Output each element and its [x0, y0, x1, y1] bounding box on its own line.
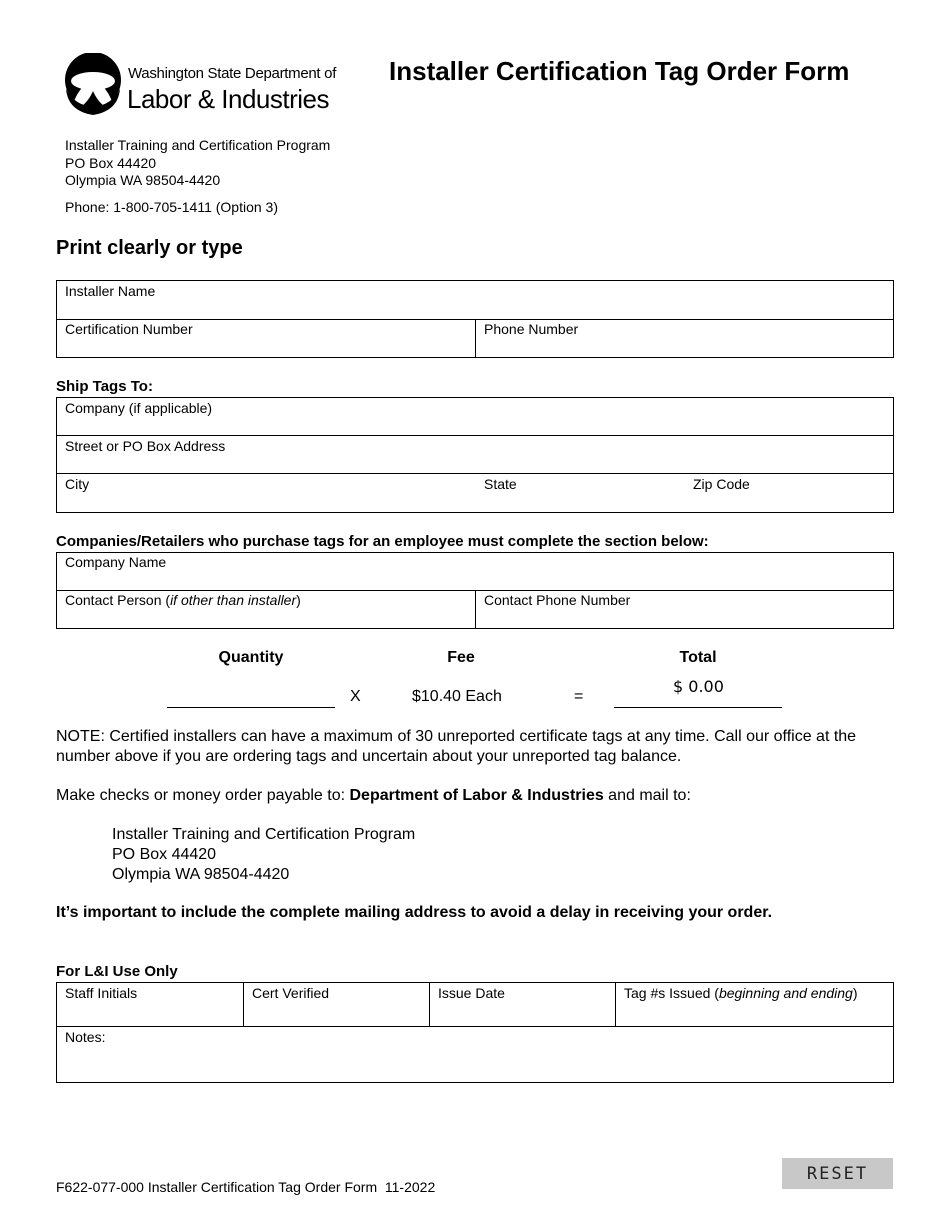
lni-logo-mark-icon — [62, 53, 124, 117]
program-phone: Phone: 1-800-705-1411 (Option 3) — [65, 199, 278, 215]
installer-name-label: Installer Name — [65, 283, 156, 299]
cert-verified-cell — [244, 983, 430, 1027]
contact-person-input[interactable] — [63, 610, 469, 626]
cert-number-input[interactable] — [63, 339, 469, 355]
office-use-heading: For L&I Use Only — [56, 963, 178, 980]
issue-date-label: Issue Date — [438, 985, 505, 1001]
company-name-cell — [57, 553, 893, 591]
company-section-heading: Companies/Retailers who purchase tags for an employee must complete the section below: — [56, 533, 709, 550]
contact-person-cell — [57, 591, 476, 628]
notes-cell — [57, 1027, 893, 1082]
total-header: Total — [679, 649, 717, 666]
installer-phone-input[interactable] — [482, 339, 887, 355]
tags-issued-label: Tag #s Issued (beginning and ending) — [624, 985, 858, 1001]
total-value: $ 0.00 — [673, 677, 724, 696]
ship-state-cell — [476, 474, 685, 512]
reset-button[interactable]: RESET — [782, 1158, 893, 1189]
company-name-input[interactable] — [63, 572, 887, 588]
page-title: Installer Certification Tag Order Form — [389, 56, 850, 86]
company-box — [56, 552, 894, 629]
ship-state-input[interactable] — [482, 494, 679, 510]
ship-zip-label: Zip Code — [693, 476, 750, 492]
important-notice: It’s important to include the complete mailing address to avoid a delay in receiving your order. — [56, 904, 773, 921]
note-text: NOTE: Certified installers can have a maximum of 30 unreported certificate tags at any time. Call our office at the number above if you are ordering tags and uncertain about your unreported tag balance. — [56, 728, 857, 765]
mail-address-line-2: PO Box 44420 — [112, 846, 217, 863]
mail-address — [112, 825, 415, 885]
mail-address-line-3: Olympia WA 98504-4420 — [112, 866, 290, 883]
program-po-box: PO Box 44420 — [65, 154, 157, 171]
ship-company-label: Company (if applicable) — [65, 400, 213, 416]
ship-address-label: Street or PO Box Address — [65, 438, 226, 454]
ship-tags-heading: Ship Tags To: — [56, 378, 153, 395]
issue-date-cell — [430, 983, 616, 1027]
multiply-symbol: X — [350, 688, 361, 705]
mail-address-line-1: Installer Training and Certification Program — [112, 826, 416, 843]
logo-line-2: Labor & Industries — [127, 84, 330, 114]
payee-name: Department of Labor & Industries — [349, 787, 604, 804]
installer-name-cell — [57, 281, 893, 320]
program-name: Installer Training and Certification Program — [65, 137, 331, 153]
total-field — [614, 674, 782, 708]
ship-tags-box — [56, 397, 894, 513]
contact-person-label: Contact Person (if other than installer) — [65, 592, 301, 608]
company-name-label: Company Name — [65, 554, 167, 570]
staff-initials-label: Staff Initials — [65, 985, 138, 1001]
ship-state-label: State — [484, 476, 517, 492]
contact-phone-label: Contact Phone Number — [484, 592, 631, 608]
quantity-input[interactable] — [167, 687, 335, 708]
notes-label: Notes: — [65, 1029, 106, 1045]
tags-issued-cell — [616, 983, 893, 1027]
cert-verified-label: Cert Verified — [252, 985, 330, 1001]
equals-symbol: = — [574, 688, 584, 705]
ship-address-input[interactable] — [63, 455, 887, 471]
cert-number-cell — [57, 320, 476, 357]
form-footer: F622-077-000 Installer Certification Tag Order Form 11-2022 — [56, 1179, 436, 1195]
ship-address-cell — [57, 436, 893, 474]
lni-logo — [62, 53, 337, 119]
ship-city-label: City — [65, 476, 90, 492]
installer-name-input[interactable] — [63, 301, 887, 317]
quantity-header: Quantity — [218, 649, 284, 666]
staff-initials-cell — [57, 983, 244, 1027]
ship-city-cell — [57, 474, 476, 512]
ship-city-input[interactable] — [63, 494, 470, 510]
installer-info-box — [56, 280, 894, 358]
program-address — [65, 137, 330, 190]
ship-zip-input[interactable] — [691, 494, 887, 510]
office-use-box — [56, 982, 894, 1083]
ship-company-input[interactable] — [63, 417, 887, 433]
fee-value: $10.40 Each — [412, 688, 502, 705]
logo-line-1: Washington State Department of — [128, 65, 337, 82]
print-instructions: Print clearly or type — [56, 237, 243, 259]
installer-phone-cell — [476, 320, 893, 357]
contact-phone-input[interactable] — [482, 610, 887, 626]
program-city: Olympia WA 98504-4420 — [65, 172, 221, 188]
fee-header: Fee — [447, 649, 475, 666]
installer-phone-label: Phone Number — [484, 321, 579, 337]
contact-phone-cell — [476, 591, 893, 628]
cert-number-label: Certification Number — [65, 321, 193, 337]
ship-company-cell — [57, 398, 893, 436]
ship-zip-cell — [685, 474, 893, 512]
payment-instructions: Make checks or money order payable to: Department of Labor & Industries and mail to: — [56, 787, 691, 804]
